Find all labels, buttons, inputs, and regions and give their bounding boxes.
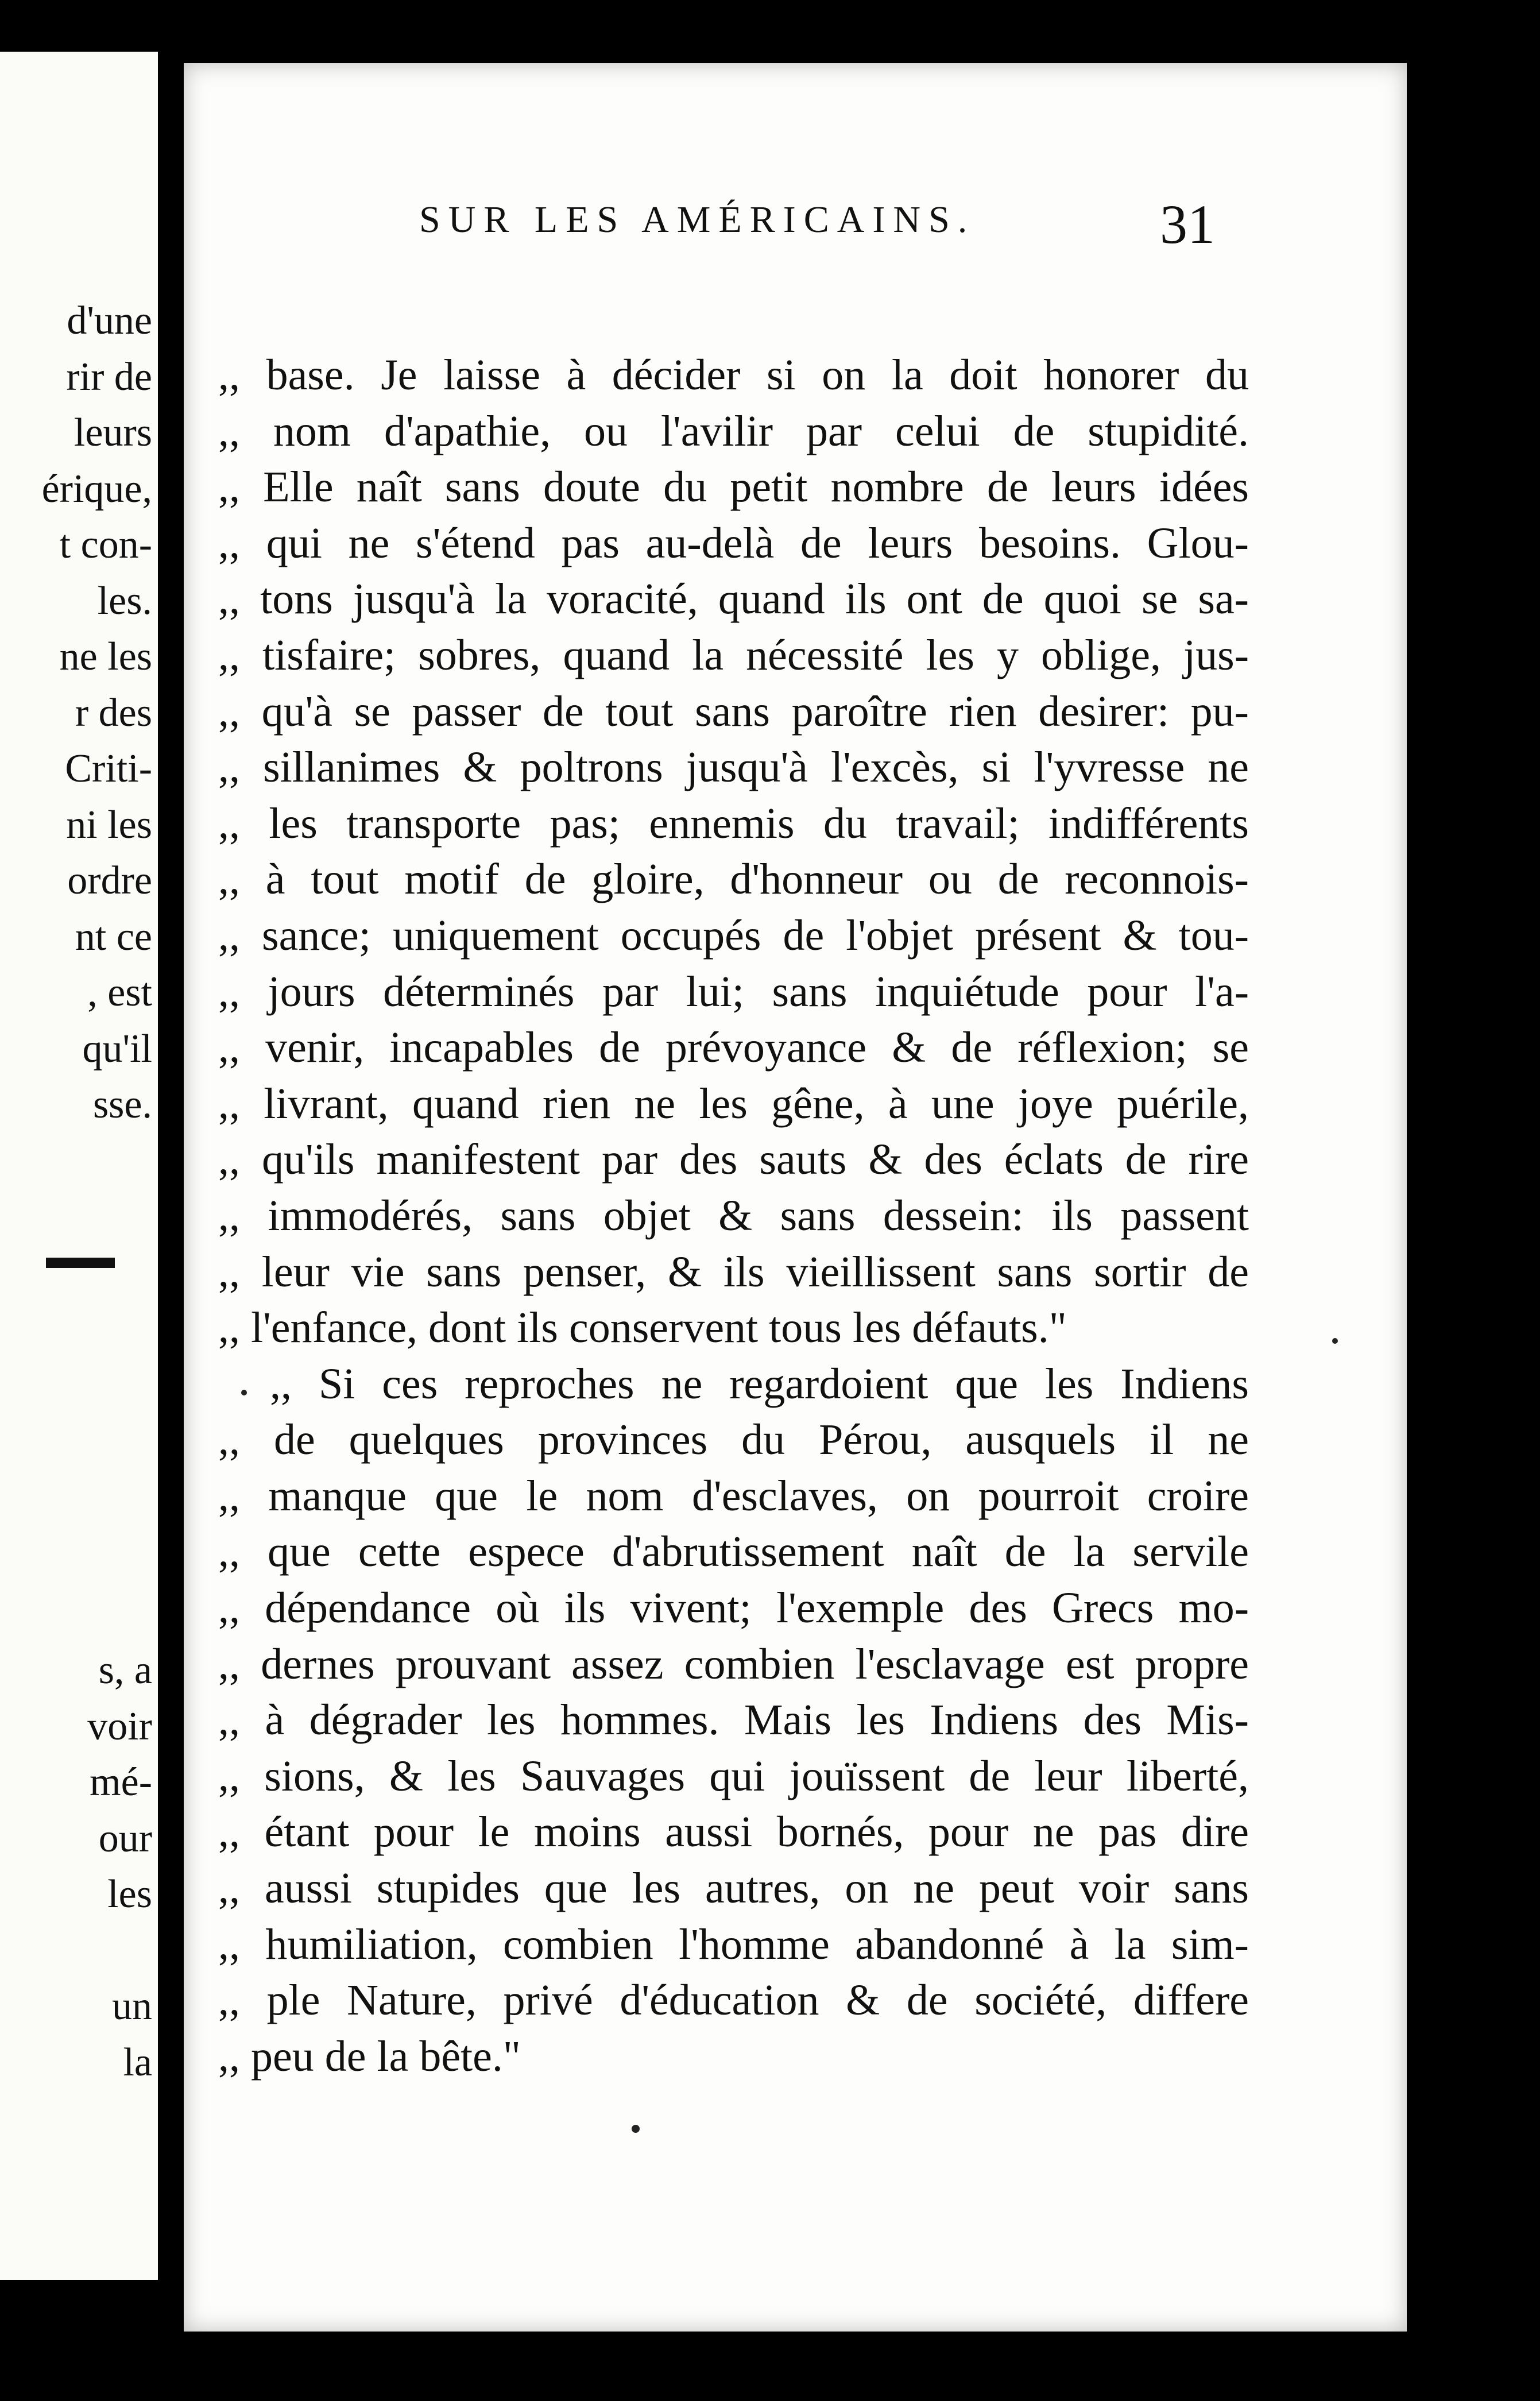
text-line: ,, base. Je laisse à décider si on la doit honorer du xyxy=(218,351,1249,399)
text-line: ,, aussi stupides que les autres, on ne peut voir sans xyxy=(218,1864,1249,1913)
text-line: ,, manque que le nom d'esclaves, on pourroit croire xyxy=(218,1471,1249,1520)
facing-line: s, a xyxy=(98,1648,152,1692)
facing-line: voir xyxy=(87,1704,152,1749)
facing-line: d'une xyxy=(67,299,152,343)
facing-line: our xyxy=(98,1816,152,1861)
text-line: ,, sions, & les Sauvages qui jouïssent de leur liberté, xyxy=(218,1752,1249,1800)
text-line: ,, leur vie sans penser, & ils vieillissent sans sortir de xyxy=(218,1247,1249,1296)
facing-line: rir de xyxy=(66,354,152,399)
text-line: ,, peu de la bête." xyxy=(218,2032,521,2081)
page-number: 31 xyxy=(1160,194,1215,255)
text-line: ,, l'enfance, dont ils conservent tous les défauts." xyxy=(218,1304,1067,1352)
facing-line: ordre xyxy=(67,859,152,903)
running-head: SUR LES AMÉRICAINS. xyxy=(419,199,976,241)
facing-page-text-top xyxy=(42,293,152,1133)
text-line: ,, étant pour le moins aussi bornés, pour ne pas dire xyxy=(218,1808,1249,1857)
facing-line: un xyxy=(112,1984,152,2028)
facing-line: t con- xyxy=(59,523,152,567)
text-line: ,, Elle naît sans doute du petit nombre de leurs idées xyxy=(218,463,1249,512)
text-line: ,, livrant, quand rien ne les gêne, à une joye puérile, xyxy=(218,1079,1249,1128)
text-line: ,, immodérés, sans objet & sans dessein: ils passent xyxy=(218,1191,1249,1240)
facing-line: les xyxy=(107,1872,152,1916)
text-line: ,, tons jusqu'à la voracité, quand ils ont de quoi se sa- xyxy=(218,575,1249,624)
text-line: ,, de quelques provinces du Pérou, ausquels il ne xyxy=(218,1416,1249,1464)
facing-line: sse. xyxy=(92,1082,152,1127)
page-body xyxy=(218,347,1249,2085)
book-gutter xyxy=(158,0,184,2401)
text-line: ,, à dégrader les hommes. Mais les Indiens des Mis- xyxy=(218,1696,1249,1745)
text-line: ,, jours déterminés par lui; sans inquiétude pour l'a- xyxy=(218,967,1249,1016)
facing-line: Criti- xyxy=(65,747,152,791)
text-line: ,, Si ces reproches ne regardoient que les Indiens xyxy=(270,1359,1249,1408)
text-line: ,, nom d'apathie, ou l'avilir par celui de stupidité. xyxy=(218,407,1249,455)
text-line: ,, sillanimes & poltrons jusqu'à l'excès, si l'yvresse ne xyxy=(218,743,1249,792)
ink-speck xyxy=(632,2125,640,2133)
facing-line: nt ce xyxy=(75,914,152,959)
facing-line: mé- xyxy=(90,1760,152,1804)
text-line: ,, dépendance où ils vivent; l'exemple des Grecs mo- xyxy=(218,1584,1249,1633)
text-line: ,, tisfaire; sobres, quand la nécessité les y oblige, jus- xyxy=(218,631,1249,679)
facing-page-rule xyxy=(46,1258,115,1268)
facing-line: les. xyxy=(97,578,152,623)
text-line: ,, les transporte pas; ennemis du travail; indifférents xyxy=(218,799,1249,848)
facing-line: ni les xyxy=(66,802,152,847)
text-line: ,, à tout motif de gloire, d'honneur ou de reconnois- xyxy=(218,855,1249,904)
facing-line: leurs xyxy=(73,411,152,455)
facing-line: ne les xyxy=(59,635,152,679)
facing-line xyxy=(87,1923,152,1979)
text-line: ,, venir, incapables de prévoyance & de réflexion; se xyxy=(218,1023,1249,1072)
text-line: ,, qu'à se passer de tout sans paroître rien desirer: pu- xyxy=(218,687,1249,736)
text-line: ,, humiliation, combien l'homme abandonné à la sim- xyxy=(218,1920,1249,1969)
facing-line: , est xyxy=(87,971,152,1015)
book-page xyxy=(184,63,1407,2332)
text-line: ,, qui ne s'étend pas au-delà de leurs besoins. Glou- xyxy=(218,519,1249,567)
facing-page-text-bottom xyxy=(87,1642,152,2090)
text-line: ,, ple Nature, privé d'éducation & de société, differe xyxy=(218,1976,1249,2025)
facing-page-fragment xyxy=(0,52,158,2280)
facing-line: qu'il xyxy=(82,1026,152,1071)
text-line: ,, que cette espece d'abrutissement naît de la servile xyxy=(218,1528,1249,1576)
ink-speck xyxy=(241,1390,247,1395)
facing-line: r des xyxy=(75,690,152,735)
text-line: ,, sance; uniquement occupés de l'objet présent & tou- xyxy=(218,911,1249,960)
facing-line: érique, xyxy=(41,466,152,511)
text-line: ,, qu'ils manifestent par des sauts & des éclats de rire xyxy=(218,1135,1249,1184)
text-line: ,, dernes prouvant assez combien l'esclavage est propre xyxy=(218,1640,1249,1688)
ink-speck xyxy=(1332,1338,1338,1344)
facing-line: la xyxy=(123,2040,152,2085)
